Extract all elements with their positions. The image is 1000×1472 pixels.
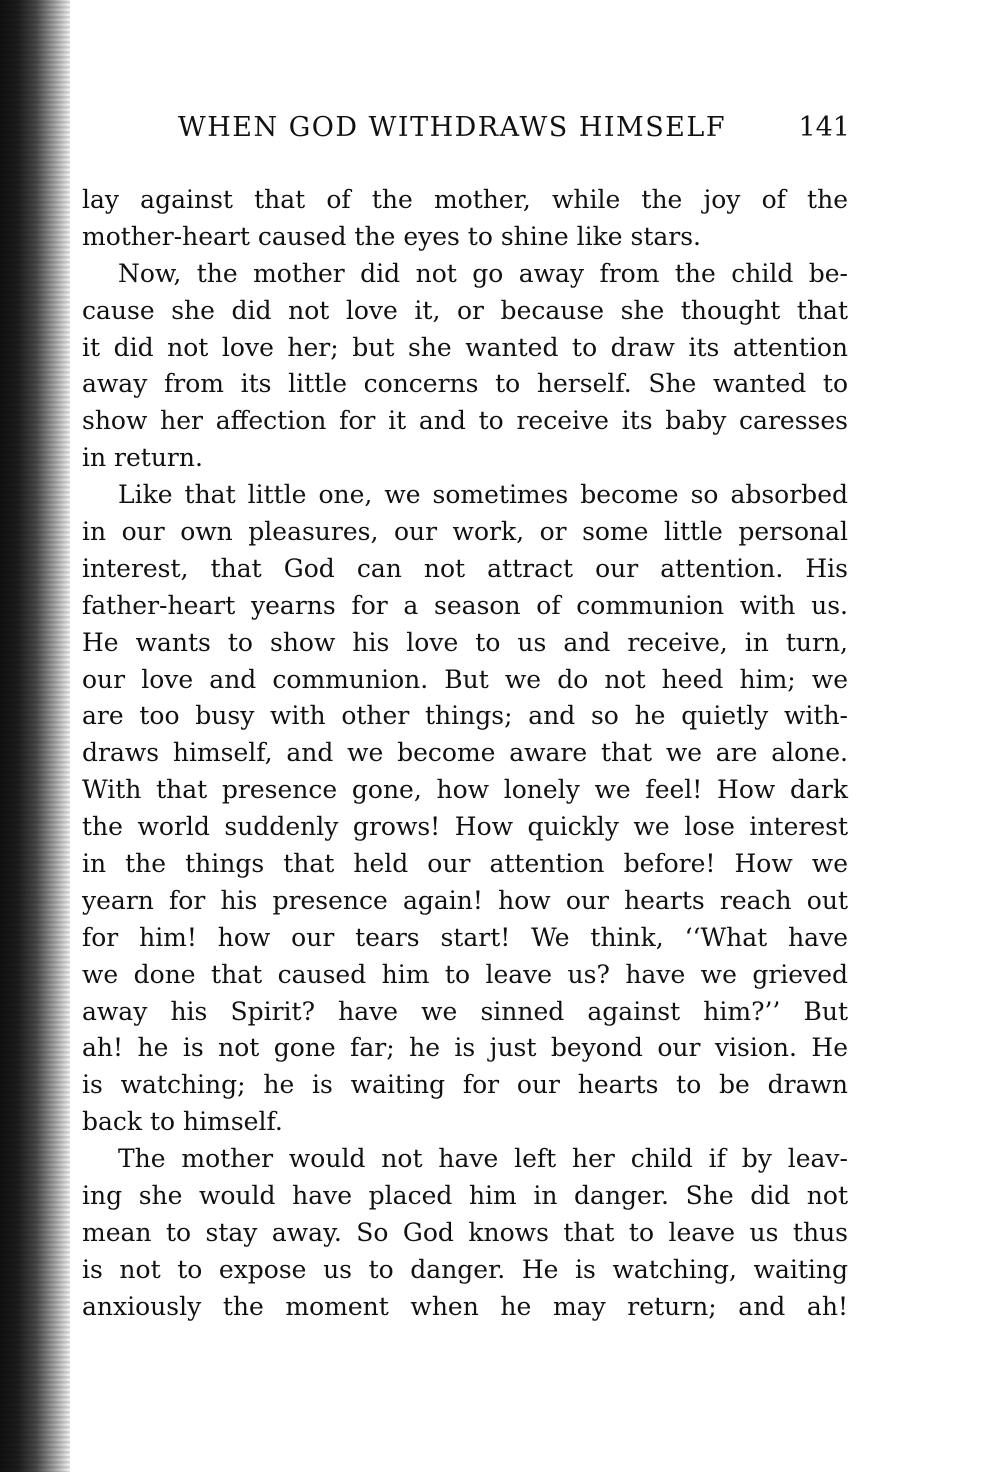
- text-line: With that presence gone, how lonely we feel! How dark: [82, 775, 848, 805]
- running-header: [170, 112, 850, 152]
- text-line: interest, that God can not attract our attention. His: [82, 553, 848, 583]
- paragraph-2: [82, 256, 848, 477]
- text-line: away his Spirit? have we sinned against him?’’ But: [82, 996, 848, 1026]
- text-line: it did not love her; but she wanted to draw its attention: [82, 332, 848, 362]
- text-line: cause she did not love it, or because she thought that: [82, 295, 848, 325]
- text-line: Like that little one, we sometimes become so absorbed: [118, 480, 848, 510]
- scanned-binding-edge: [0, 0, 70, 1472]
- text-line: for him! how our tears start! We think, ‘‘What have: [82, 922, 848, 952]
- paragraph-4: [82, 1141, 848, 1325]
- text-line: mother-heart caused the eyes to shine like stars.: [82, 221, 702, 251]
- running-title: WHEN GOD WITHDRAWS HIMSELF: [178, 112, 727, 143]
- text-line: in the things that held our attention before! How we: [82, 849, 848, 879]
- text-line: our love and communion. But we do not heed him; we: [82, 664, 848, 694]
- body-text: [82, 182, 848, 1326]
- text-line: lay against that of the mother, while the joy of the: [82, 185, 848, 214]
- text-line: draws himself, and we become aware that we are alone.: [82, 738, 848, 768]
- text-line: mean to stay away. So God knows that to leave us thus: [82, 1217, 848, 1247]
- text-line: we done that caused him to leave us? have we grieved: [82, 959, 848, 989]
- text-line: yearn for his presence again! how our hearts reach out: [82, 885, 848, 915]
- text-line: away from its little concerns to herself. She wanted to: [82, 369, 848, 399]
- text-line: anxiously the moment when he may return; and ah!: [82, 1291, 848, 1321]
- text-line: He wants to show his love to us and receive, in turn,: [82, 627, 848, 657]
- text-line: the world suddenly grows! How quickly we lose interest: [82, 812, 848, 842]
- text-line: in our own pleasures, our work, or some little personal: [82, 517, 848, 547]
- text-line: Now, the mother did not go away from the child be-: [118, 258, 848, 288]
- text-line: back to himself.: [82, 1107, 283, 1137]
- text-line: The mother would not have left her child if by leav-: [118, 1144, 848, 1174]
- text-line: ah! he is not gone far; he is just beyond our vision. He: [82, 1033, 848, 1063]
- text-line: in return.: [82, 443, 203, 473]
- text-line: show her affection for it and to receive its baby caresses: [82, 406, 848, 436]
- text-line: are too busy with other things; and so he quietly with-: [82, 701, 848, 731]
- text-line: is not to expose us to danger. He is watching, waiting: [82, 1254, 848, 1284]
- text-line: ing she would have placed him in danger. She did not: [82, 1181, 848, 1211]
- paragraph-1: [82, 182, 848, 256]
- text-line: father-heart yearns for a season of communion with us.: [82, 590, 848, 620]
- text-line: is watching; he is waiting for our hearts to be drawn: [82, 1070, 848, 1100]
- paragraph-3: [82, 477, 848, 1141]
- page-number: 141: [798, 112, 850, 143]
